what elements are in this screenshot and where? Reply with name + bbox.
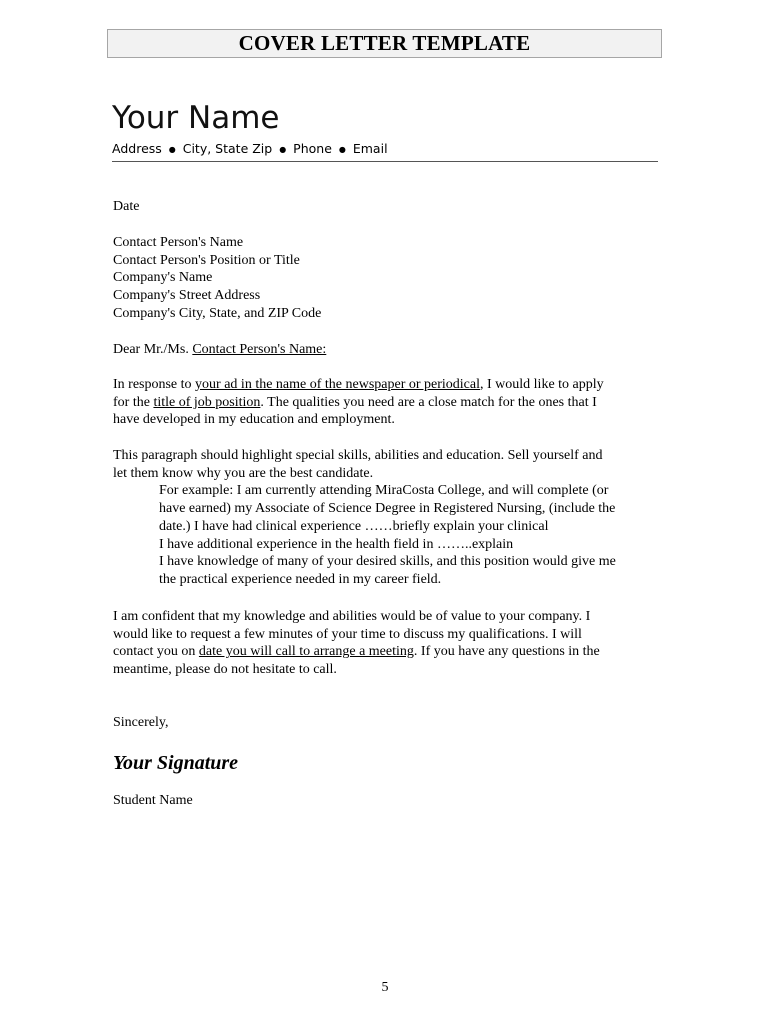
sender-phone: Phone xyxy=(293,141,332,156)
example-line-5: I have knowledge of many of your desired skills, and this position would give me xyxy=(159,554,616,570)
recipient-street: Company's Street Address xyxy=(113,288,261,304)
paragraph-3-line-4: meantime, please do not hesitate to call. xyxy=(113,662,337,678)
example-line-1: For example: I am currently attending MiraCosta College, and will complete (or xyxy=(159,483,609,499)
paragraph-3-line-2: would like to request a few minutes of your time to discuss my qualifications. I will xyxy=(113,626,582,642)
printed-name: Student Name xyxy=(113,793,193,808)
text-run: . If you have any questions in the xyxy=(413,644,600,660)
example-line-4: I have additional experience in the health field in ……..explain xyxy=(159,536,514,552)
bullet-separator: ● xyxy=(279,144,287,154)
text-run: In response to xyxy=(113,377,196,392)
page-number: 5 xyxy=(381,980,389,995)
letter-date: Date xyxy=(113,199,140,214)
salutation-prefix: Dear Mr./Ms. xyxy=(113,342,193,357)
example-line-3: date.) I have had clinical experience ……briefly explain your clinical xyxy=(159,518,549,534)
paragraph-3-line-1: I am confident that my knowledge and abilities would be of value to your company. I xyxy=(113,609,591,624)
document-title: COVER LETTER TEMPLATE xyxy=(238,31,531,55)
example-line-6: the practical experience needed in my career field. xyxy=(159,571,442,587)
text-run: for the xyxy=(113,394,154,410)
placeholder-meeting-date: date you will call to arrange a meeting xyxy=(198,644,414,660)
sender-address: Address xyxy=(112,141,162,156)
paragraph-2-line-2: let them know why you are the best candidate. xyxy=(113,465,374,481)
paragraph-1-line-3: have developed in my education and employment. xyxy=(113,412,395,428)
recipient-title: Contact Person's Position or Title xyxy=(113,252,300,268)
recipient-city-state-zip: Company's City, State, and ZIP Code xyxy=(113,305,322,321)
paragraph-3-line-3 xyxy=(113,643,600,661)
recipient-name: Contact Person's Name xyxy=(113,235,244,250)
text-run: . The qualities you need are a close match for the ones that I xyxy=(260,394,597,410)
paragraph-1-line-1 xyxy=(113,376,604,394)
signature: Your Signature xyxy=(113,752,239,774)
text-run: , I would like to apply xyxy=(480,377,604,392)
text-run: contact you on xyxy=(113,644,199,660)
example-line-2: have earned) my Associate of Science Degree in Registered Nursing, (include the xyxy=(159,501,616,517)
sender-city-state-zip: City, State Zip xyxy=(182,141,273,156)
title-banner xyxy=(107,29,662,58)
sender-contact-line xyxy=(112,140,658,162)
placeholder-job-title: title of job position xyxy=(153,394,261,410)
bullet-separator: ● xyxy=(168,144,176,154)
closing: Sincerely, xyxy=(113,715,169,730)
paragraph-1-line-2 xyxy=(113,394,597,412)
salutation-contact-name: Contact Person's Name: xyxy=(192,342,327,357)
recipient-company: Company's Name xyxy=(113,270,213,286)
salutation xyxy=(113,341,326,359)
placeholder-ad-source: your ad in the name of the newspaper or periodical xyxy=(195,377,480,392)
paragraph-2-line-1: This paragraph should highlight special skills, abilities and education. Sell yourself and xyxy=(113,448,603,463)
bullet-separator: ● xyxy=(338,144,346,154)
sender-name: Your Name xyxy=(112,100,280,136)
sender-email: Email xyxy=(352,141,388,156)
